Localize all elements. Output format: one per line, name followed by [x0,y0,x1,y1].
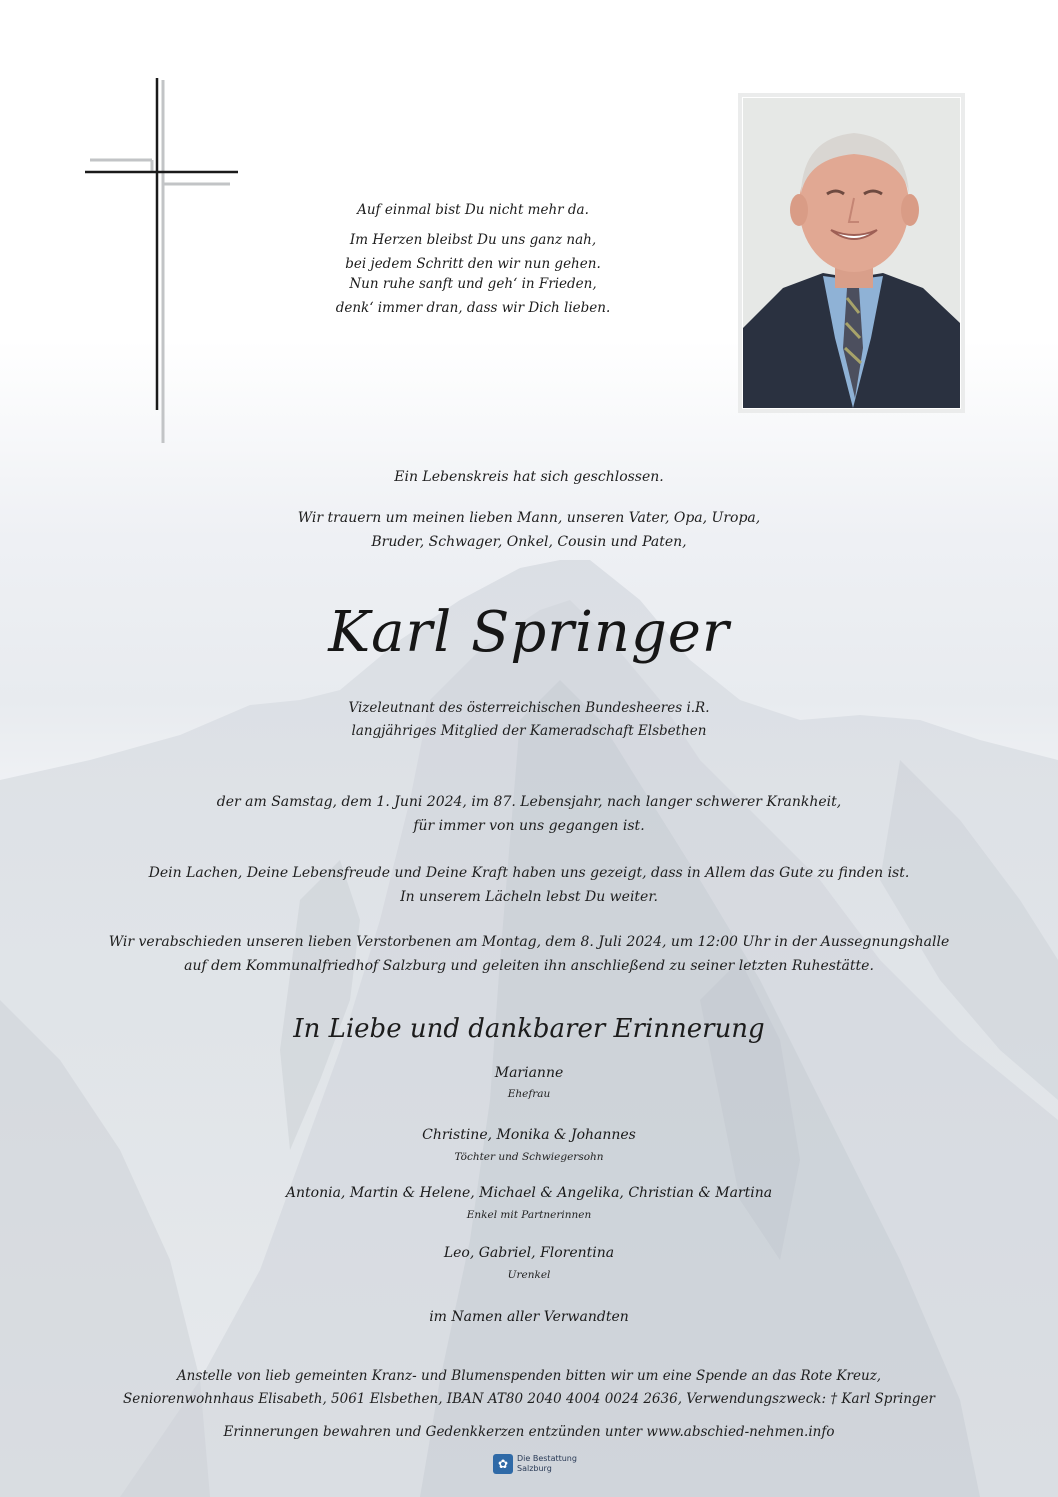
family-member-role: Enkel mit Partnerinnen [466,1209,592,1221]
funeral-line-1: Wir verabschieden unseren lieben Verstorbenen am Montag, dem 8. Juli 2024, um 12:00 Uhr in der Aussegnungshalle [108,934,950,950]
mourning-line-2: Bruder, Schwager, Onkel, Cousin und Paten, [371,534,687,550]
tribute-line-1: Dein Lachen, Deine Lebensfreude und Deine Kraft haben uns gezeigt, dass in Allem das Gute zu finden ist. [148,865,910,881]
title-line-1: Vizeleutnant des österreichischen Bundesheeres i.R. [348,700,710,716]
bestattung-logo-text [517,1454,577,1474]
poem-line: bei jedem Schritt den wir nun gehen. [345,256,601,272]
bestattung-logo-icon: ✿ [493,1454,513,1474]
poem-line: Auf einmal bist Du nicht mehr da. [357,202,589,218]
poem [300,198,646,222]
poem-stanza-2 [300,228,646,276]
donation-line-1: Anstelle von lieb gemeinten Kranz- und Blumenspenden bitten wir um eine Spende an das Rote Kreuz, [176,1368,882,1384]
family-member-names: Leo, Gabriel, Florentina [443,1245,615,1261]
logo-line-1: Die Bestattung [517,1454,577,1463]
death-notice-line-2: für immer von uns gegangen ist. [413,818,645,834]
tribute-line-2: In unserem Lächeln lebst Du weiter. [400,889,658,905]
portrait-man-illustration [743,98,960,408]
relatives-line: im Namen aller Verwandten [429,1309,629,1325]
poem-line: Im Herzen bleibst Du uns ganz nah, [349,232,597,248]
family-member-role: Urenkel [507,1269,551,1281]
funeral-line-2: auf dem Kommunalfriedhof Salzburg und geleiten ihn anschließend zu seiner letzten Ruhestätte. [184,958,874,974]
family-member-role: Ehefrau [507,1088,551,1100]
poem-stanza-3 [300,272,646,320]
donation-line-2: Seniorenwohnhaus Elisabeth, 5061 Elsbethen, IBAN AT80 2040 4004 0024 2636, Verwendungszweck: † Karl Springer [123,1391,935,1407]
poem-line: Nun ruhe sanft und geh‘ in Frieden, [349,276,597,292]
family-member-names: Christine, Monika & Johannes [422,1127,636,1143]
intro-line: Ein Lebenskreis hat sich geschlossen. [394,469,664,485]
memorial-website-line: Erinnerungen bewahren und Gedenkkerzen entzünden unter www.abschied-nehmen.info [223,1424,835,1440]
title-line-2: langjähriges Mitglied der Kameradschaft Elsbethen [351,723,707,739]
death-notice-line-1: der am Samstag, dem 1. Juni 2024, im 87. Lebensjahr, nach langer schwerer Krankheit, [216,794,842,810]
poem-line: denk‘ immer dran, dass wir Dich lieben. [335,300,611,316]
family-member-names: Antonia, Martin & Helene, Michael & Angelika, Christian & Martina [285,1185,773,1201]
remembrance-heading: In Liebe und dankbarer Erinnerung [293,1014,765,1044]
portrait-photo-frame [738,93,965,413]
family-member-role: Töchter und Schwiegersohn [454,1151,604,1163]
cross-icon [0,0,260,460]
mourning-line-1: Wir trauern um meinen lieben Mann, unseren Vater, Opa, Uropa, [297,510,761,526]
family-member-names: Marianne [494,1065,564,1081]
portrait-photo [742,97,961,409]
logo-line-2: Salzburg [517,1464,552,1473]
deceased-name: Karl Springer [328,600,730,665]
